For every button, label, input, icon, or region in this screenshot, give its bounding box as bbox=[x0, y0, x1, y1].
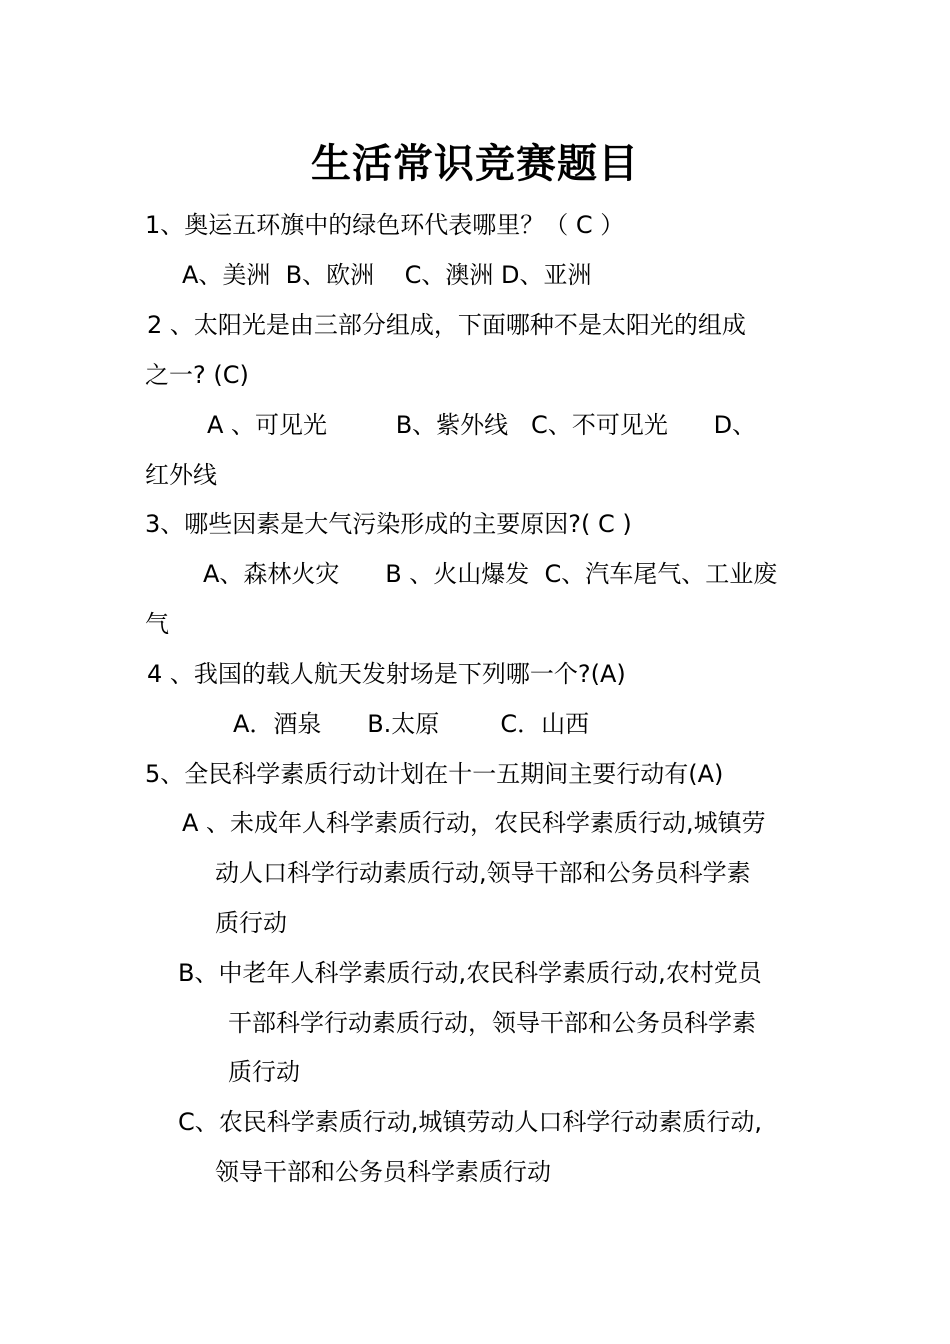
question-5-option-a-line-3: 质行动 bbox=[215, 909, 287, 937]
question-3-options-continued: 气 bbox=[145, 610, 169, 638]
question-5-option-c: C、农民科学素质行动,城镇劳动人口科学行动素质行动, bbox=[178, 1108, 763, 1136]
question-2-options: A 、可见光 B、紫外线 C、不可见光 D、 bbox=[207, 411, 757, 439]
question-4-options: A．酒泉 B.太原 C．山西 bbox=[233, 710, 590, 738]
question-2-continued: 之一? (C) bbox=[145, 361, 249, 389]
question-4: 4 、我国的载人航天发射场是下列哪一个?(A) bbox=[147, 660, 626, 688]
document-title: 生活常识竞赛题目 bbox=[311, 141, 639, 187]
question-1: 1、奥运五环旗中的绿色环代表哪里？（ C ） bbox=[145, 211, 625, 239]
question-5-option-a-line-2: 动人口科学行动素质行动,领导干部和公务员科学素 bbox=[215, 859, 751, 887]
question-5-option-a: A 、未成年人科学素质行动，农民科学素质行动,城镇劳 bbox=[182, 809, 766, 837]
question-1-options: A、美洲 B、欧洲 C、澳洲 D、亚洲 bbox=[182, 261, 592, 289]
question-5: 5、全民科学素质行动计划在十一五期间主要行动有(A) bbox=[145, 760, 724, 788]
question-3-options: A、森林火灾 B 、火山爆发 C、汽车尾气、工业废 bbox=[203, 560, 778, 588]
question-5-option-b-line-2: 干部科学行动素质行动，领导干部和公务员科学素 bbox=[228, 1009, 756, 1037]
question-5-option-b: B、中老年人科学素质行动,农民科学素质行动,农村党员 bbox=[178, 959, 762, 987]
question-5-option-c-line-2: 领导干部和公务员科学素质行动 bbox=[215, 1158, 551, 1186]
question-5-option-b-line-3: 质行动 bbox=[228, 1058, 300, 1086]
question-3: 3、哪些因素是大气污染形成的主要原因?( C ) bbox=[145, 510, 632, 538]
question-2-options-continued: 红外线 bbox=[145, 461, 217, 489]
question-2: 2 、太阳光是由三部分组成，下面哪种不是太阳光的组成 bbox=[147, 311, 746, 339]
